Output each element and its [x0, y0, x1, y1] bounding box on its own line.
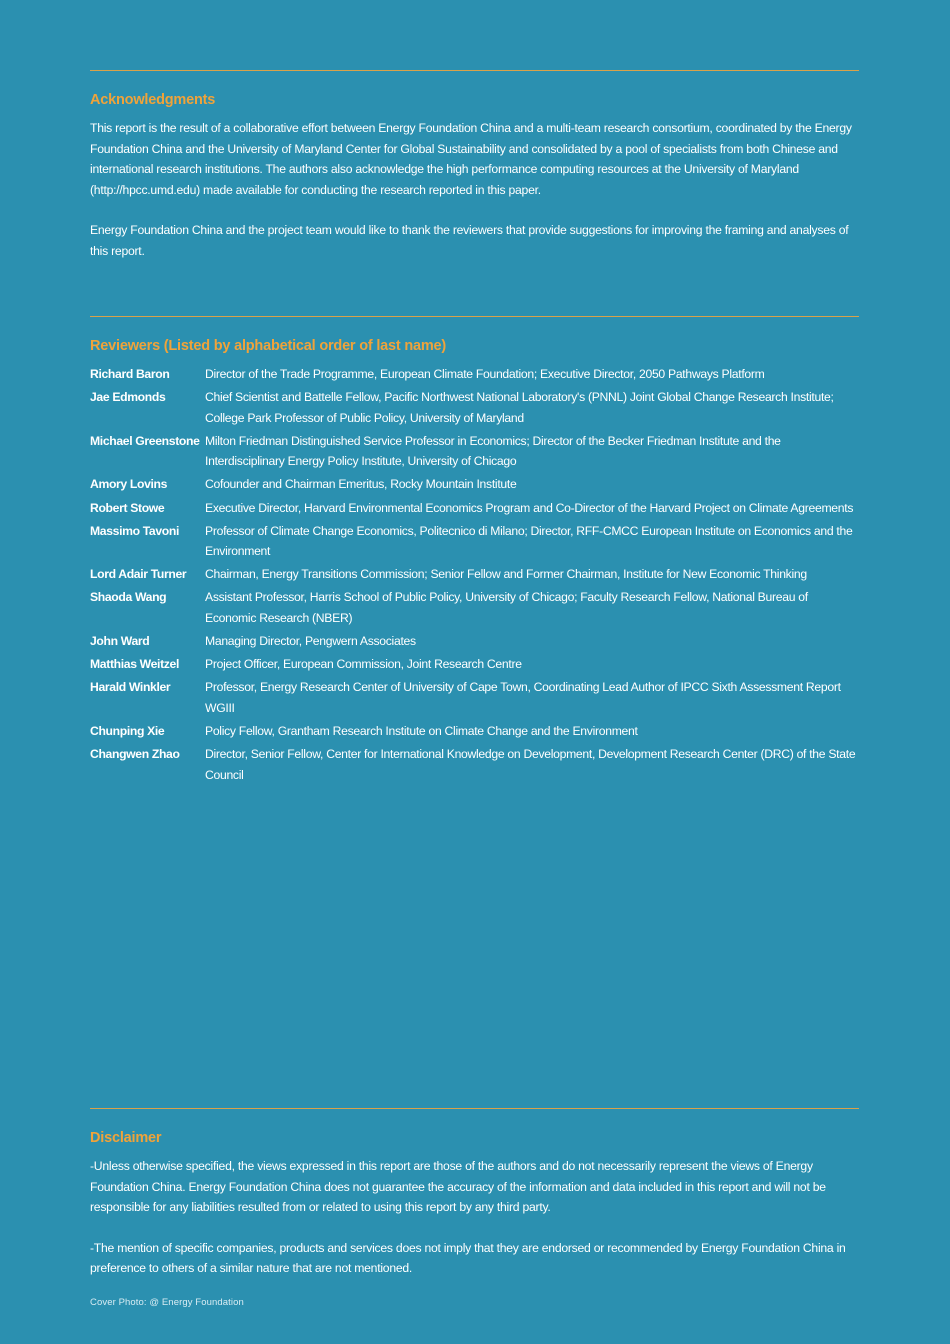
reviewer-name: Chunping Xie: [90, 724, 165, 738]
acknowledgments-divider: [90, 70, 859, 71]
cover-photo-credit: Cover Photo: @ Energy Foundation: [90, 1297, 244, 1308]
reviewer-name: Massimo Tavoni: [90, 523, 180, 538]
reviewer-name: Amory Lovins: [90, 477, 168, 492]
acknowledgments-paragraph-2: Energy Foundation China and the project team would like to thank the reviewers that provide suggestions for improving the framing and analyses of this report.: [90, 223, 849, 258]
reviewer-role: Professor of Climate Change Economics, Politecnico di Milano; Director, RFF-CMCC European Institute on Economics and the Environment: [205, 523, 853, 559]
reviewer-name: Changwen Zhao: [90, 747, 180, 762]
disclaimer-paragraph-1: -Unless otherwise specified, the views expressed in this report are those of the authors and do not necessarily represent the views of Energy Foundation China. Energy Foundation China does not guarantee the accuracy of the information and data included in this report and will not be responsible for any liabilities resulted from or related to using this report by any third party.: [90, 1159, 826, 1215]
reviewer-row: [90, 654, 859, 675]
reviewer-row: [90, 498, 859, 519]
reviewer-role: Executive Director, Harvard Environmental Economics Program and Co-Director of the Harvard Project on Climate Agreements: [205, 500, 854, 515]
reviewer-role: Cofounder and Chairman Emeritus, Rocky Mountain Institute: [205, 477, 517, 492]
acknowledgments-heading: Acknowledgments: [90, 92, 216, 108]
reviewer-name: John Ward: [90, 634, 150, 649]
reviewer-row: [90, 631, 859, 652]
reviewers-divider: [90, 316, 859, 317]
reviewer-row: [90, 677, 859, 718]
reviewer-role: Assistant Professor, Harris School of Public Policy, University of Chicago; Faculty Research Fellow, National Bureau of Economic Research (NBER): [205, 590, 808, 626]
reviewer-role: Director, Senior Fellow, Center for International Knowledge on Development, Development Research Center (DRC) of the State Council: [205, 747, 856, 782]
reviewer-name: Richard Baron: [90, 367, 170, 381]
reviewer-row: [90, 431, 859, 472]
reviewer-name: Harald Winkler: [90, 680, 171, 695]
reviewer-row: [90, 721, 859, 742]
reviewer-name: Shaoda Wang: [90, 590, 167, 605]
reviewer-role: Chairman, Energy Transitions Commission; Senior Fellow and Former Chairman, Institute for New Economic Thinking: [205, 567, 807, 582]
reviewer-row: [90, 474, 859, 495]
reviewer-role: Policy Fellow, Grantham Research Institute on Climate Change and the Environment: [205, 724, 638, 738]
disclaimer-divider: [90, 1108, 859, 1109]
disclaimer-paragraph-2: -The mention of specific companies, products and services does not imply that they are endorsed or recommended by Energy Foundation China in preference to others of a similar nature that are not mentioned.: [90, 1240, 846, 1276]
reviewer-role: Director of the Trade Programme, European Climate Foundation; Executive Director, 2050 Pathways Platform: [205, 367, 765, 381]
reviewer-role: Chief Scientist and Battelle Fellow, Pacific Northwest National Laboratory's (PNNL) Joint Global Change Research Institute; College Park Professor of Public Policy, University of Maryland: [205, 390, 834, 425]
reviewer-name: Jae Edmonds: [90, 390, 166, 405]
reviewer-row: [90, 564, 859, 585]
reviewers-list: [90, 364, 859, 785]
reviewers-section: [90, 316, 859, 788]
reviewer-row: [90, 364, 859, 385]
reviewer-role: Milton Friedman Distinguished Service Professor in Economics; Director of the Becker Friedman Institute and the Interdisciplinary Energy Policy Institute, University of Chicago: [205, 433, 781, 469]
reviewer-row: [90, 387, 859, 428]
disclaimer-heading: Disclaimer: [90, 1130, 162, 1146]
reviewer-name: Matthias Weitzel: [90, 657, 179, 672]
reviewer-role: Project Officer, European Commission, Joint Research Centre: [205, 657, 522, 672]
reviewer-role: Managing Director, Pengwern Associates: [205, 634, 416, 649]
reviewer-name: Michael Greenstone: [90, 433, 200, 448]
disclaimer-section: [90, 1108, 859, 1279]
acknowledgments-section: [90, 70, 859, 262]
reviewer-name: Robert Stowe: [90, 500, 165, 515]
reviewer-name: Lord Adair Turner: [90, 567, 187, 582]
reviewer-row: [90, 744, 859, 785]
reviewer-role: Professor, Energy Research Center of University of Cape Town, Coordinating Lead Author of IPCC Sixth Assessment Report WGIII: [205, 680, 841, 715]
reviewer-row: [90, 521, 859, 562]
reviewers-heading: Reviewers (Listed by alphabetical order of last name): [90, 338, 447, 354]
reviewer-row: [90, 587, 859, 628]
acknowledgments-paragraph-1: This report is the result of a collaborative effort between Energy Foundation China and a multi-team research consortium, coordinated by the Energy Foundation China and the University of Maryland Center for Global Sustainability and consolidated by a pool of specialists from both Chinese and international research institutions. The authors also acknowledge the high performance computing resources at the University of Maryland (http://hpcc.umd.edu) made available for conducting the research reported in this paper.: [90, 121, 852, 197]
